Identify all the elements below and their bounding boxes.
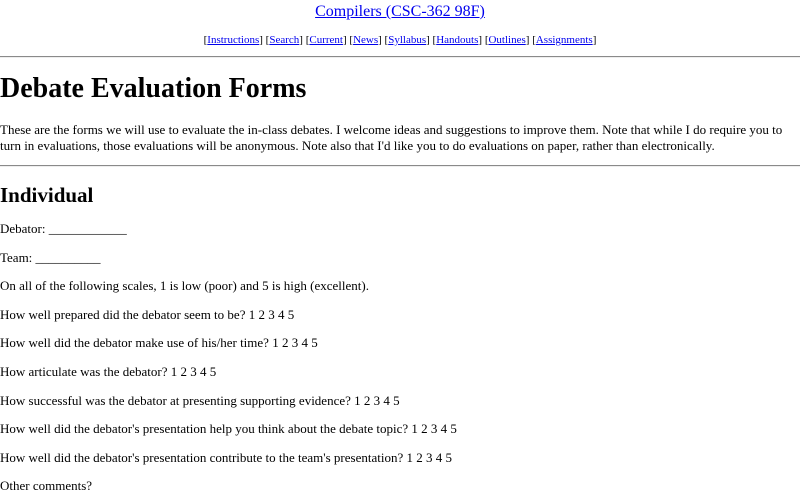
page-header: [0, 0, 800, 47]
question-item: How well did the debator make use of his/her time? 1 2 3 4 5: [0, 335, 318, 350]
question-item: How articulate was the debator? 1 2 3 4 5: [0, 364, 217, 379]
nav-instructions[interactable]: Instructions: [207, 34, 260, 46]
section-title: Individual: [0, 183, 94, 207]
comments-prompt: Other comments?: [0, 478, 93, 493]
scale-note: On all of the following scales, 1 is low (poor) and 5 is high (excellent).: [0, 278, 369, 293]
nav-news[interactable]: News: [353, 34, 379, 46]
nav-search[interactable]: Search: [269, 34, 300, 46]
nav-bar: [Instructions] [Search] [Current] [News] [Syllabus] [Handouts] [Outlines] [Assignments]: [203, 34, 597, 46]
divider-top: [0, 56, 800, 58]
nav-outlines[interactable]: Outlines: [488, 34, 526, 46]
nav-current[interactable]: Current: [309, 34, 343, 46]
question-item: How successful was the debator at presenting supporting evidence? 1 2 3 4 5: [0, 393, 400, 408]
debator-field: Debator: ____________: [0, 221, 127, 236]
nav-handouts[interactable]: Handouts: [436, 34, 479, 46]
question-item: How well did the debator's presentation contribute to the team's presentation? 1 2 3 4 5: [0, 450, 452, 465]
intro-paragraph: These are the forms we will use to evaluate the in-class debates. I welcome ideas and suggestions to improve them. Note that while I do require you to turn in evaluations, those evaluations will be anonymous. Note also that I'd like you to do evaluations on paper, rather than electronically.: [0, 122, 783, 153]
nav-assignments[interactable]: Assignments: [535, 34, 593, 46]
page-title: Debate Evaluation Forms: [0, 73, 307, 104]
divider-section: [0, 165, 800, 167]
question-item: How well did the debator's presentation help you think about the debate topic? 1 2 3 4 5: [0, 421, 457, 436]
team-field: Team: __________: [0, 250, 101, 265]
course-title-link[interactable]: Compilers (CSC-362 98F): [315, 3, 485, 20]
question-item: How well prepared did the debator seem to be? 1 2 3 4 5: [0, 307, 295, 322]
nav-syllabus[interactable]: Syllabus: [388, 34, 427, 46]
